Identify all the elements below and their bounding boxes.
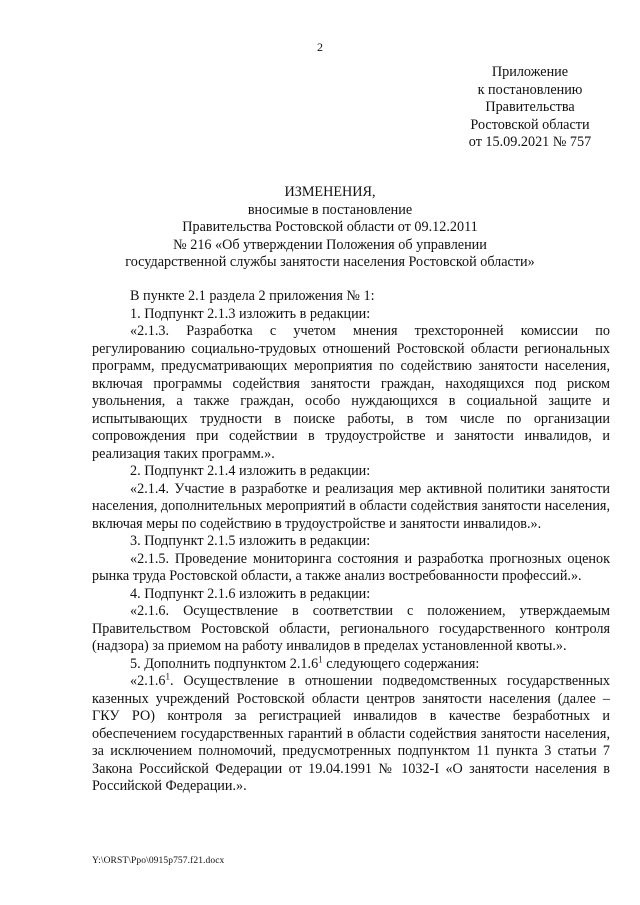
item-5-intro-after: следующего содержания: [322, 655, 480, 672]
item-5-intro-before: 5. Дополнить подпунктом 2.1.6 [130, 655, 319, 672]
title-line: № 216 «Об утверждении Положения об управлении [173, 236, 487, 253]
item-5-text-before: «2.1.6 [130, 673, 166, 689]
item-3-intro: 3. Подпункт 2.1.5 изложить в редакции: [130, 533, 371, 549]
item-4-intro: 4. Подпункт 2.1.6 изложить в редакции: [130, 585, 371, 602]
appendix-block [440, 64, 620, 152]
item-3-text: «2.1.5. Проведение мониторинга состояния и разработка прогнозных оценок рынка труда Ростовской области, а также анализ востребованности профессий.». [92, 550, 610, 584]
appendix-line: Приложение [491, 64, 569, 80]
intro-paragraph: В пункте 2.1 раздела 2 приложения № 1: [130, 288, 375, 304]
item-5-text [92, 673, 610, 796]
title-line: Правительства Ростовской области от 09.12.2011 [182, 219, 478, 235]
document-body [92, 288, 610, 796]
document-title [80, 184, 580, 272]
item-5-text-superscript: 1 [165, 671, 170, 682]
title-heading: ИЗМЕНЕНИЯ, [284, 184, 376, 200]
appendix-line: Ростовской области [470, 116, 590, 133]
item-1-intro: 1. Подпункт 2.1.3 изложить в редакции: [130, 305, 371, 322]
item-4-text: «2.1.6. Осуществление в соответствии с положением, утверждаемым Правительством Ростовской области, регионального государственного контроля (надзора) за приемом на работу инвалидов в пределах установленной квоты.». [92, 603, 610, 654]
title-line: вносимые в постановление [247, 201, 413, 218]
appendix-line: от 15.09.2021 № 757 [468, 134, 592, 150]
page-number: 2 [317, 40, 323, 54]
item-5-intro-superscript: 1 [318, 653, 323, 664]
file-path-footer: Y:\ORST\Ppo\0915p757.f21.docx [92, 856, 225, 866]
appendix-line: к постановлению [477, 81, 583, 98]
item-2-text: «2.1.4. Участие в разработке и реализация мер активной политики занятости населения, дополнительных мероприятий в области содействия занятости населения, включая меры по содействию в трудоустройстве и занятости инвалидов.». [92, 480, 610, 532]
item-2-intro: 2. Подпункт 2.1.4 изложить в редакции: [130, 463, 371, 479]
item-1-text: «2.1.3. Разработка с учетом мнения трехсторонней комиссии по регулированию социально-трудовых отношений Ростовской области региональных программ, предусматривающих мероприятия по содействию занятости населения, включая программы содействия занятости граждан, находящихся под риском увольнения, а также граждан, особо нуждающихся в социальной защите и испытывающих трудности в поиске работы, в том числе по организации сопровождения при содействии в трудоустройстве и занятости инвалидов, и реализация таких программ.». [92, 323, 610, 462]
title-line: государственной службы занятости населения Ростовской области» [125, 254, 535, 270]
appendix-line: Правительства [485, 99, 575, 115]
item-5-text-after: . Осуществление в отношении подведомственных государственных казенных учреждений Ростовской области центров занятости населения (далее – ГКУ РО) контроля за регистрацией инвалидов в качестве безработных и обеспечением государственных гарантий в области содействия занятости населения, за исключением полномочий, предусмотренных подпунктом 11 пункта 3 статьи 7 Закона Российской Федерации от 19.04.1991 № 1032-I «О занятости населения в Российской Федерации.». [92, 673, 610, 794]
